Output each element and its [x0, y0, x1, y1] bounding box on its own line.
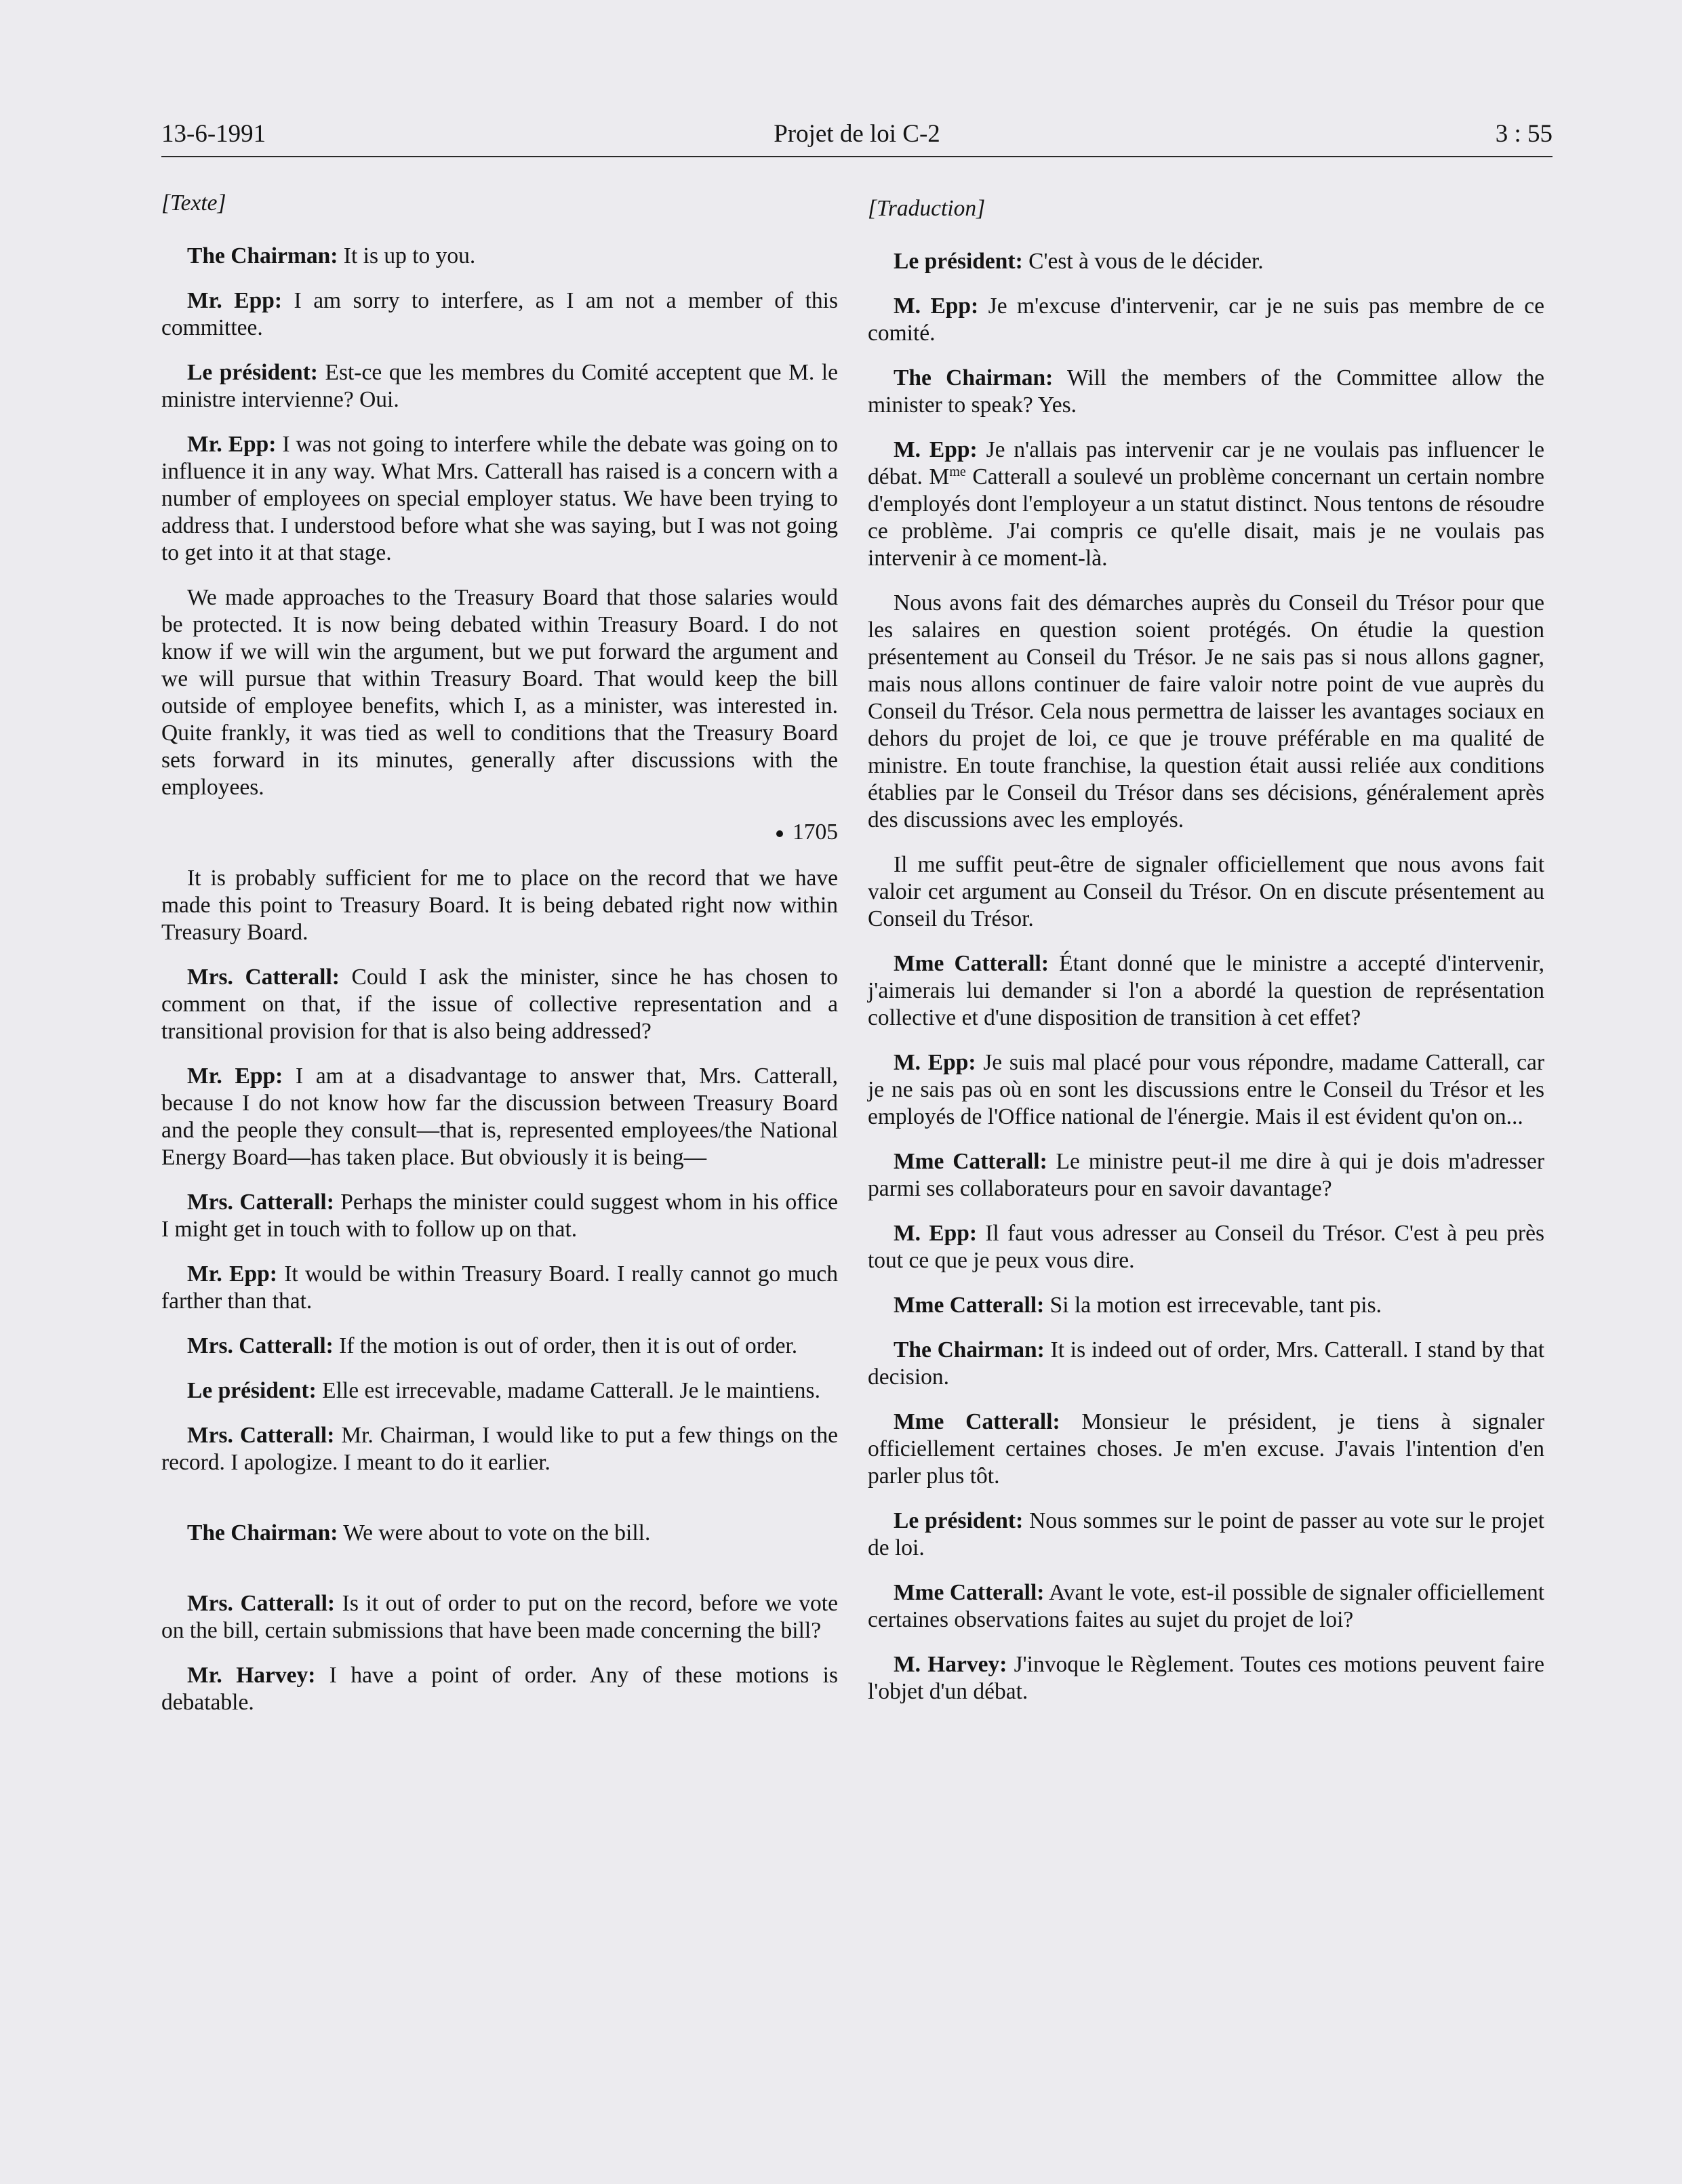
speaker-name: The Chairman:: [187, 243, 338, 268]
speaker-name: M. Epp:: [894, 294, 979, 319]
speech-text: Le ministre peut-il me dire à qui je dois m'adresser parmi ses collaborateurs pour en savoir davantage?: [868, 1149, 1544, 1201]
transcript-paragraph: [868, 1508, 1544, 1562]
superscript: me: [949, 464, 966, 479]
speech-text: It is up to you.: [338, 243, 476, 268]
speech-text: We were about to vote on the bill.: [338, 1520, 651, 1545]
transcript-paragraph: [161, 359, 838, 413]
speech-text: Nous avons fait des démarches auprès du Conseil du Trésor pour que les salaires en question soient protégés. On étudie la question présentement au Conseil du Trésor. Je ne sais pas si nous allons gagner, mais nous allons continuer de faire valoir notre point de vue auprès du Conseil du Trésor. Cela nous permettra de laisser les avantages sociaux en dehors du projet de loi, ce que je trouve préférable en ma qualité de ministre. En toute franchise, la question était aussi reliée aux conditions établies par le Conseil du Trésor dans ses décisions, généralement après des discussions avec les employés.: [868, 590, 1544, 832]
speech-text: I am sorry to interfere, as I am not a member of this committee.: [161, 288, 838, 340]
speaker-name: Mrs. Catterall:: [187, 1591, 336, 1616]
speaker-name: Mr. Harvey:: [187, 1663, 316, 1688]
speech-text: Will the members of the Committee allow the minister to speak? Yes.: [868, 365, 1544, 418]
transcript-paragraph: [868, 1049, 1544, 1131]
transcript-paragraph: [161, 431, 838, 567]
spacer: [161, 1494, 838, 1520]
speaker-name: Mrs. Catterall:: [187, 1190, 334, 1215]
transcript-paragraph: [161, 964, 838, 1045]
spacer: [161, 1564, 838, 1590]
speaker-name: Le président:: [187, 360, 318, 385]
speech-text: Perhaps the minister could suggest whom in his office I might get in touch with to follow up on that.: [161, 1190, 838, 1242]
speech-text: Catterall a soulevé un problème concernant un certain nombre d'employés dont l'employeur a un statut distinct. Nous tentons de résoudre ce problème. J'ai compris ce qu'elle disait, mais je ne voulais pas intervenir à ce moment-là.: [868, 464, 1544, 571]
transcript-paragraph: [868, 851, 1544, 933]
speech-text: Avant le vote, est-il possible de signaler officiellement certaines observations faites au sujet du projet de loi?: [868, 1580, 1544, 1632]
header-rule: [161, 156, 1553, 157]
speaker-name: Mr. Epp:: [187, 1261, 277, 1287]
speech-text: Il faut vous adresser au Conseil du Trésor. C'est à peu près tout ce que je peux vous dire.: [868, 1221, 1544, 1273]
header-title: Projet de loi C-2: [774, 120, 940, 148]
speech-text: I have a point of order. Any of these motions is debatable.: [161, 1663, 838, 1715]
speaker-name: Mme Catterall:: [894, 1580, 1045, 1605]
transcript-paragraph: [868, 1409, 1544, 1490]
english-paragraphs: [161, 243, 838, 1716]
speech-text: Mr. Chairman, I would like to put a few things on the record. I apologize. I meant to do it earlier.: [161, 1423, 838, 1475]
speaker-name: The Chairman:: [894, 365, 1054, 390]
speaker-name: Mme Catterall:: [894, 1149, 1047, 1174]
speech-text: If the motion is out of order, then it is out of order.: [333, 1333, 798, 1358]
transcript-paragraph: [161, 584, 838, 801]
transcript-paragraph: [868, 437, 1544, 572]
transcript-paragraph: [868, 365, 1544, 419]
speaker-name: Mme Catterall:: [894, 951, 1049, 976]
speaker-name: Mme Catterall:: [894, 1293, 1045, 1318]
transcript-paragraph: [161, 243, 838, 270]
header-date: 13-6-1991: [161, 120, 266, 148]
transcript-paragraph: [868, 1220, 1544, 1274]
speaker-name: Mrs. Catterall:: [187, 1333, 334, 1358]
transcript-paragraph: [868, 1651, 1544, 1705]
speech-text: Je n'allais pas intervenir car je ne voulais pas influencer le débat. M: [868, 437, 1544, 489]
transcript-paragraph: [868, 1148, 1544, 1202]
speech-text: I was not going to interfere while the debate was going on to influence it in any way. What Mrs. Catterall has raised is a concern with a number of employees on special employer status. We have been trying to address that. I understood before what she was saying, but I was not going to get into it at that stage.: [161, 432, 838, 565]
speaker-name: Le président:: [894, 1508, 1024, 1533]
speech-text: It is indeed out of order, Mrs. Catterall. I stand by that decision.: [868, 1337, 1544, 1390]
speaker-name: M. Epp:: [894, 1221, 978, 1246]
transcript-paragraph: [868, 1579, 1544, 1634]
transcript-paragraph: [161, 1422, 838, 1476]
speaker-name: Mme Catterall:: [894, 1409, 1060, 1434]
transcript-paragraph: [161, 1590, 838, 1644]
speaker-name: The Chairman:: [894, 1337, 1045, 1362]
page-number: 3 : 55: [1495, 120, 1553, 148]
time-marker-text: 1705: [793, 820, 838, 845]
bullet-icon: [776, 830, 783, 837]
speech-text: Étant donné que le ministre a accepté d'intervenir, j'aimerais lui demander si l'on a abordé la question de représentation collective et d'une disposition de transition à cet effet?: [868, 951, 1545, 1030]
speech-text: Il me suffit peut-être de signaler officiellement que nous avons fait valoir cet argument au Conseil du Trésor. On en discute présentement au Conseil du Trésor.: [868, 852, 1544, 931]
transcript-paragraph: [868, 950, 1544, 1032]
french-column: [868, 195, 1544, 1723]
time-marker: [161, 819, 838, 846]
transcript-paragraph: [161, 1063, 838, 1171]
speech-text: Could I ask the minister, since he has chosen to comment on that, if the issue of collective representation and a transitional provision for that is also being addressed?: [161, 965, 838, 1044]
speech-text: Elle est irrecevable, madame Catterall. Je le maintiens.: [316, 1378, 820, 1403]
speech-text: Monsieur le président, je tiens à signaler officiellement certaines choses. Je m'en excuse. J'avais l'intention d'en parler plus tôt.: [868, 1409, 1544, 1489]
speech-text: Je suis mal placé pour vous répondre, madame Catterall, car je ne sais pas où en sont les discussions entre le Conseil du Trésor et les employés de l'Office national de l'énergie. Mais il est évident qu'on on...: [868, 1050, 1544, 1129]
column-tag: [Traduction]: [868, 196, 986, 221]
speaker-name: Mr. Epp:: [187, 288, 283, 313]
transcript-paragraph: [868, 293, 1544, 347]
speaker-name: M. Epp:: [894, 437, 978, 462]
speech-text: We made approaches to the Treasury Board that those salaries would be protected. It is now being debated within Treasury Board. I do not know if we will win the argument, but we put forward the argument and we will pursue that within Treasury Board. That would keep the bill outside of employee benefits, which I, as a minister, was interested in. Quite frankly, it was tied as well to conditions that the Treasury Board sets forward in its minutes, generally after discussions with the employees.: [161, 585, 838, 800]
english-column: [161, 190, 838, 1734]
speech-text: J'invoque le Règlement. Toutes ces motions peuvent faire l'objet d'un débat.: [868, 1652, 1544, 1704]
transcript-paragraph: [161, 1261, 838, 1315]
transcript-paragraph: [868, 248, 1544, 275]
speaker-name: Mr. Epp:: [187, 432, 277, 457]
speech-text: Si la motion est irrecevable, tant pis.: [1044, 1293, 1382, 1318]
speaker-name: Le président:: [187, 1378, 317, 1403]
transcript-paragraph: [161, 287, 838, 342]
speaker-name: The Chairman:: [187, 1520, 338, 1545]
transcript-paragraph: [868, 1337, 1544, 1391]
speech-text: C'est à vous de le décider.: [1022, 249, 1264, 274]
transcript-paragraph: [161, 865, 838, 946]
speaker-name: Mr. Epp:: [187, 1064, 283, 1089]
speaker-name: Le président:: [894, 249, 1023, 274]
french-paragraphs: [868, 248, 1544, 1705]
speech-text: Je m'excuse d'intervenir, car je ne suis pas membre de ce comité.: [868, 294, 1544, 346]
speech-text: Est-ce que les membres du Comité acceptent que M. le ministre intervienne? Oui.: [161, 360, 838, 412]
speech-text: It would be within Treasury Board. I really cannot go much farther than that.: [161, 1261, 838, 1314]
transcript-paragraph: [868, 1292, 1544, 1319]
speech-text: I am at a disadvantage to answer that, Mrs. Catterall, because I do not know how far the discussion between Treasury Board and the people they consult—that is, represented employees/the National Energy Board—has taken place. But obviously it is being—: [161, 1064, 838, 1170]
transcript-paragraph: [868, 590, 1544, 834]
transcript-paragraph: [161, 1520, 838, 1547]
column-tag: [Texte]: [161, 190, 226, 216]
running-header: [161, 119, 1553, 160]
speech-text: It is probably sufficient for me to place on the record that we have made this point to Treasury Board. It is being debated right now within Treasury Board.: [161, 866, 838, 945]
speech-text: Is it out of order to put on the record, before we vote on the bill, certain submissions that have been made concerning the bill?: [161, 1591, 838, 1643]
transcript-paragraph: [161, 1662, 838, 1716]
speech-text: Nous sommes sur le point de passer au vote sur le projet de loi.: [868, 1508, 1544, 1560]
transcript-paragraph: [161, 1189, 838, 1243]
speaker-name: M. Epp:: [894, 1050, 976, 1075]
speaker-name: Mrs. Catterall:: [187, 965, 340, 990]
speaker-name: Mrs. Catterall:: [187, 1423, 335, 1448]
transcript-paragraph: [161, 1377, 838, 1404]
speaker-name: M. Harvey:: [894, 1652, 1007, 1677]
transcript-paragraph: [161, 1333, 838, 1360]
